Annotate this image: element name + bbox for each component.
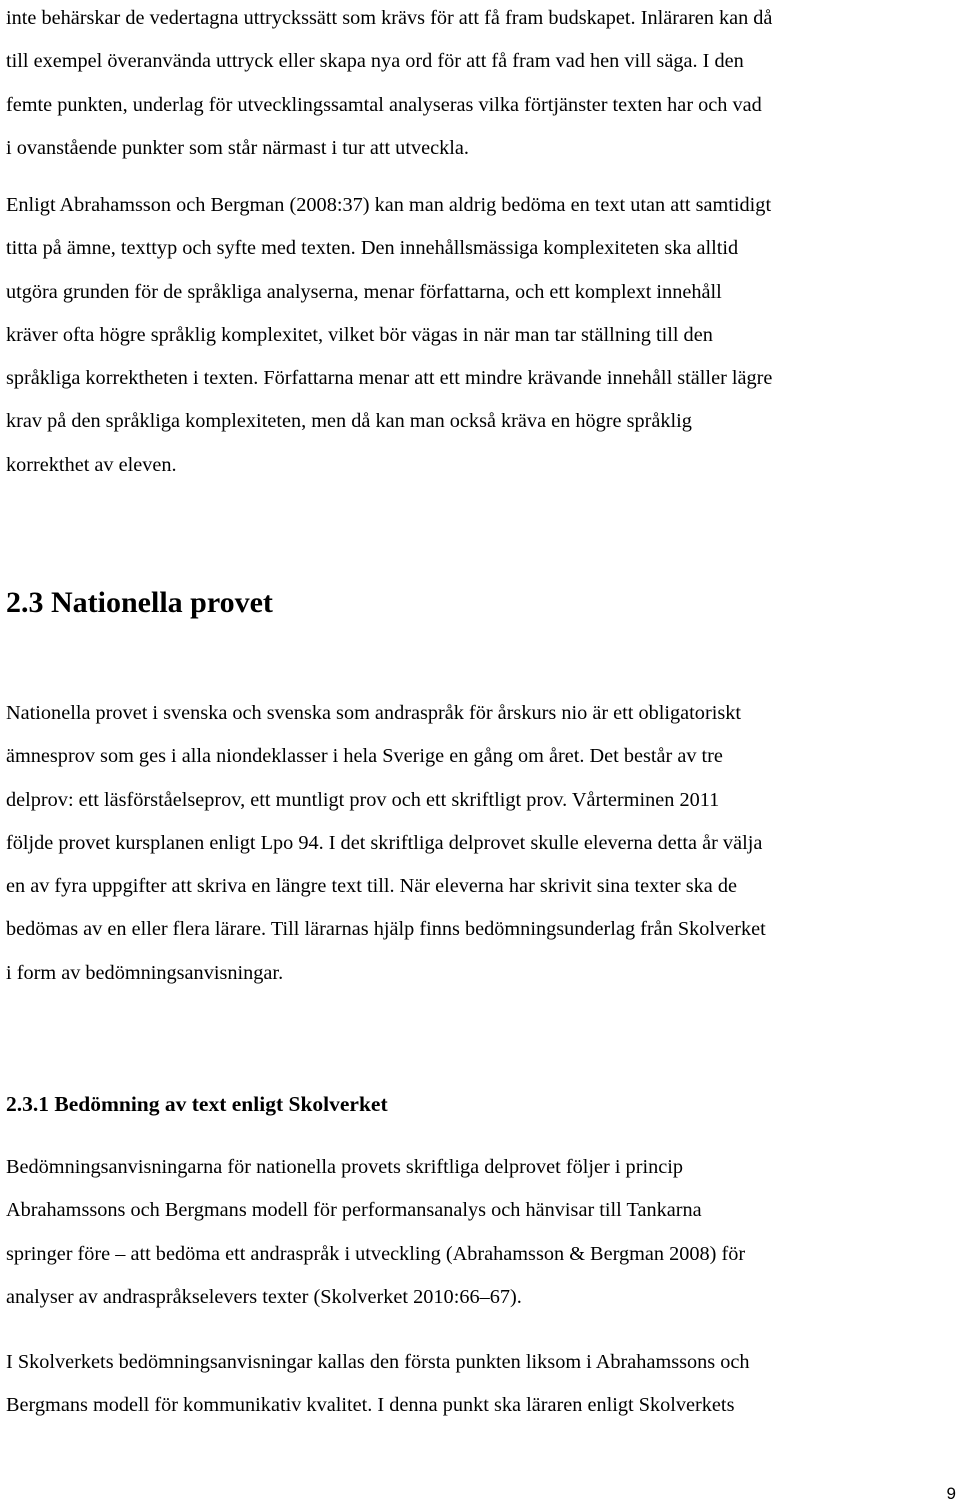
- text-line: språkliga korrektheten i texten. Författarna menar att ett mindre krävande innehåll ställer lägre: [6, 367, 773, 390]
- text-line: i form av bedömningsanvisningar.: [6, 961, 284, 984]
- text-line: till exempel överanvända uttryck eller skapa nya ord för att få fram vad hen vill säga. I den: [6, 50, 744, 73]
- text-line: korrekthet av eleven.: [6, 453, 177, 476]
- text-line: springer före – att bedöma ett andraspråk i utveckling (Abrahamsson & Bergman 2008) för: [6, 1242, 746, 1265]
- text-line: inte behärskar de vedertagna uttryckssätt som krävs för att få fram budskapet. Inläraren kan då: [6, 7, 773, 29]
- paragraph-abrahamsson-bergman: [6, 184, 956, 487]
- paragraph-skolverket-kvalitet: [6, 1341, 956, 1428]
- text-line: bedömas av en eller flera lärare. Till lärarnas hjälp finns bedömningsunderlag från Skolverket: [6, 918, 766, 941]
- page-number: 9: [946, 1484, 956, 1503]
- text-line: Bedömningsanvisningarna för nationella provets skriftliga delprovet följer i princip: [6, 1156, 683, 1178]
- text-line: kräver ofta högre språklig komplexitet, vilket bör vägas in när man tar ställning till den: [6, 323, 713, 346]
- paragraph-performance-analysis: [6, 0, 956, 170]
- text-line: krav på den språkliga komplexiteten, men då kan man också kräva en högre språklig: [6, 410, 692, 433]
- text-line: utgöra grunden för de språkliga analyserna, menar författarna, och ett komplext innehåll: [6, 280, 722, 303]
- paragraph-nationella-provet: [6, 692, 956, 995]
- text-line: i ovanstående punkter som står närmast i tur att utveckla.: [6, 136, 469, 159]
- text-line: delprov: ett läsförståelseprov, ett muntligt prov och ett skriftligt prov. Vårterminen 2011: [6, 788, 720, 811]
- text-line: följde provet kursplanen enligt Lpo 94. I det skriftliga delprovet skulle eleverna detta år välja: [6, 831, 763, 854]
- text-line: en av fyra uppgifter att skriva en längre text till. När eleverna har skrivit sina texter ska de: [6, 875, 737, 898]
- text-line: I Skolverkets bedömningsanvisningar kallas den första punkten liksom i Abrahamssons och: [6, 1351, 750, 1373]
- text-line: Nationella provet i svenska och svenska som andraspråk för årskurs nio är ett obligatoriskt: [6, 702, 742, 724]
- text-line: Abrahamssons och Bergmans modell för performansanalys och hänvisar till Tankarna: [6, 1199, 702, 1222]
- text-line: Enligt Abrahamsson och Bergman (2008:37) kan man aldrig bedöma en text utan att samtidigt: [6, 194, 772, 216]
- text-line: analyser av andraspråkselevers texter (Skolverket 2010:66–67).: [6, 1285, 522, 1308]
- paragraph-bedomningsanvisningar: [6, 1146, 956, 1319]
- text-line: Bergmans modell för kommunikativ kvalitet. I denna punkt ska läraren enligt Skolverkets: [6, 1394, 735, 1417]
- subsection-heading-bedomning: 2.3.1 Bedömning av text enligt Skolverket: [6, 1092, 388, 1116]
- text-line: ämnesprov som ges i alla niondeklasser i hela Sverige en gång om året. Det består av tre: [6, 745, 723, 768]
- text-line: titta på ämne, texttyp och syfte med texten. Den innehållsmässiga komplexiteten ska alltid: [6, 237, 739, 260]
- text-line: femte punkten, underlag för utvecklingssamtal analyseras vilka förtjänster texten har och vad: [6, 93, 762, 116]
- section-heading-nationella-provet: 2.3 Nationella provet: [6, 586, 273, 619]
